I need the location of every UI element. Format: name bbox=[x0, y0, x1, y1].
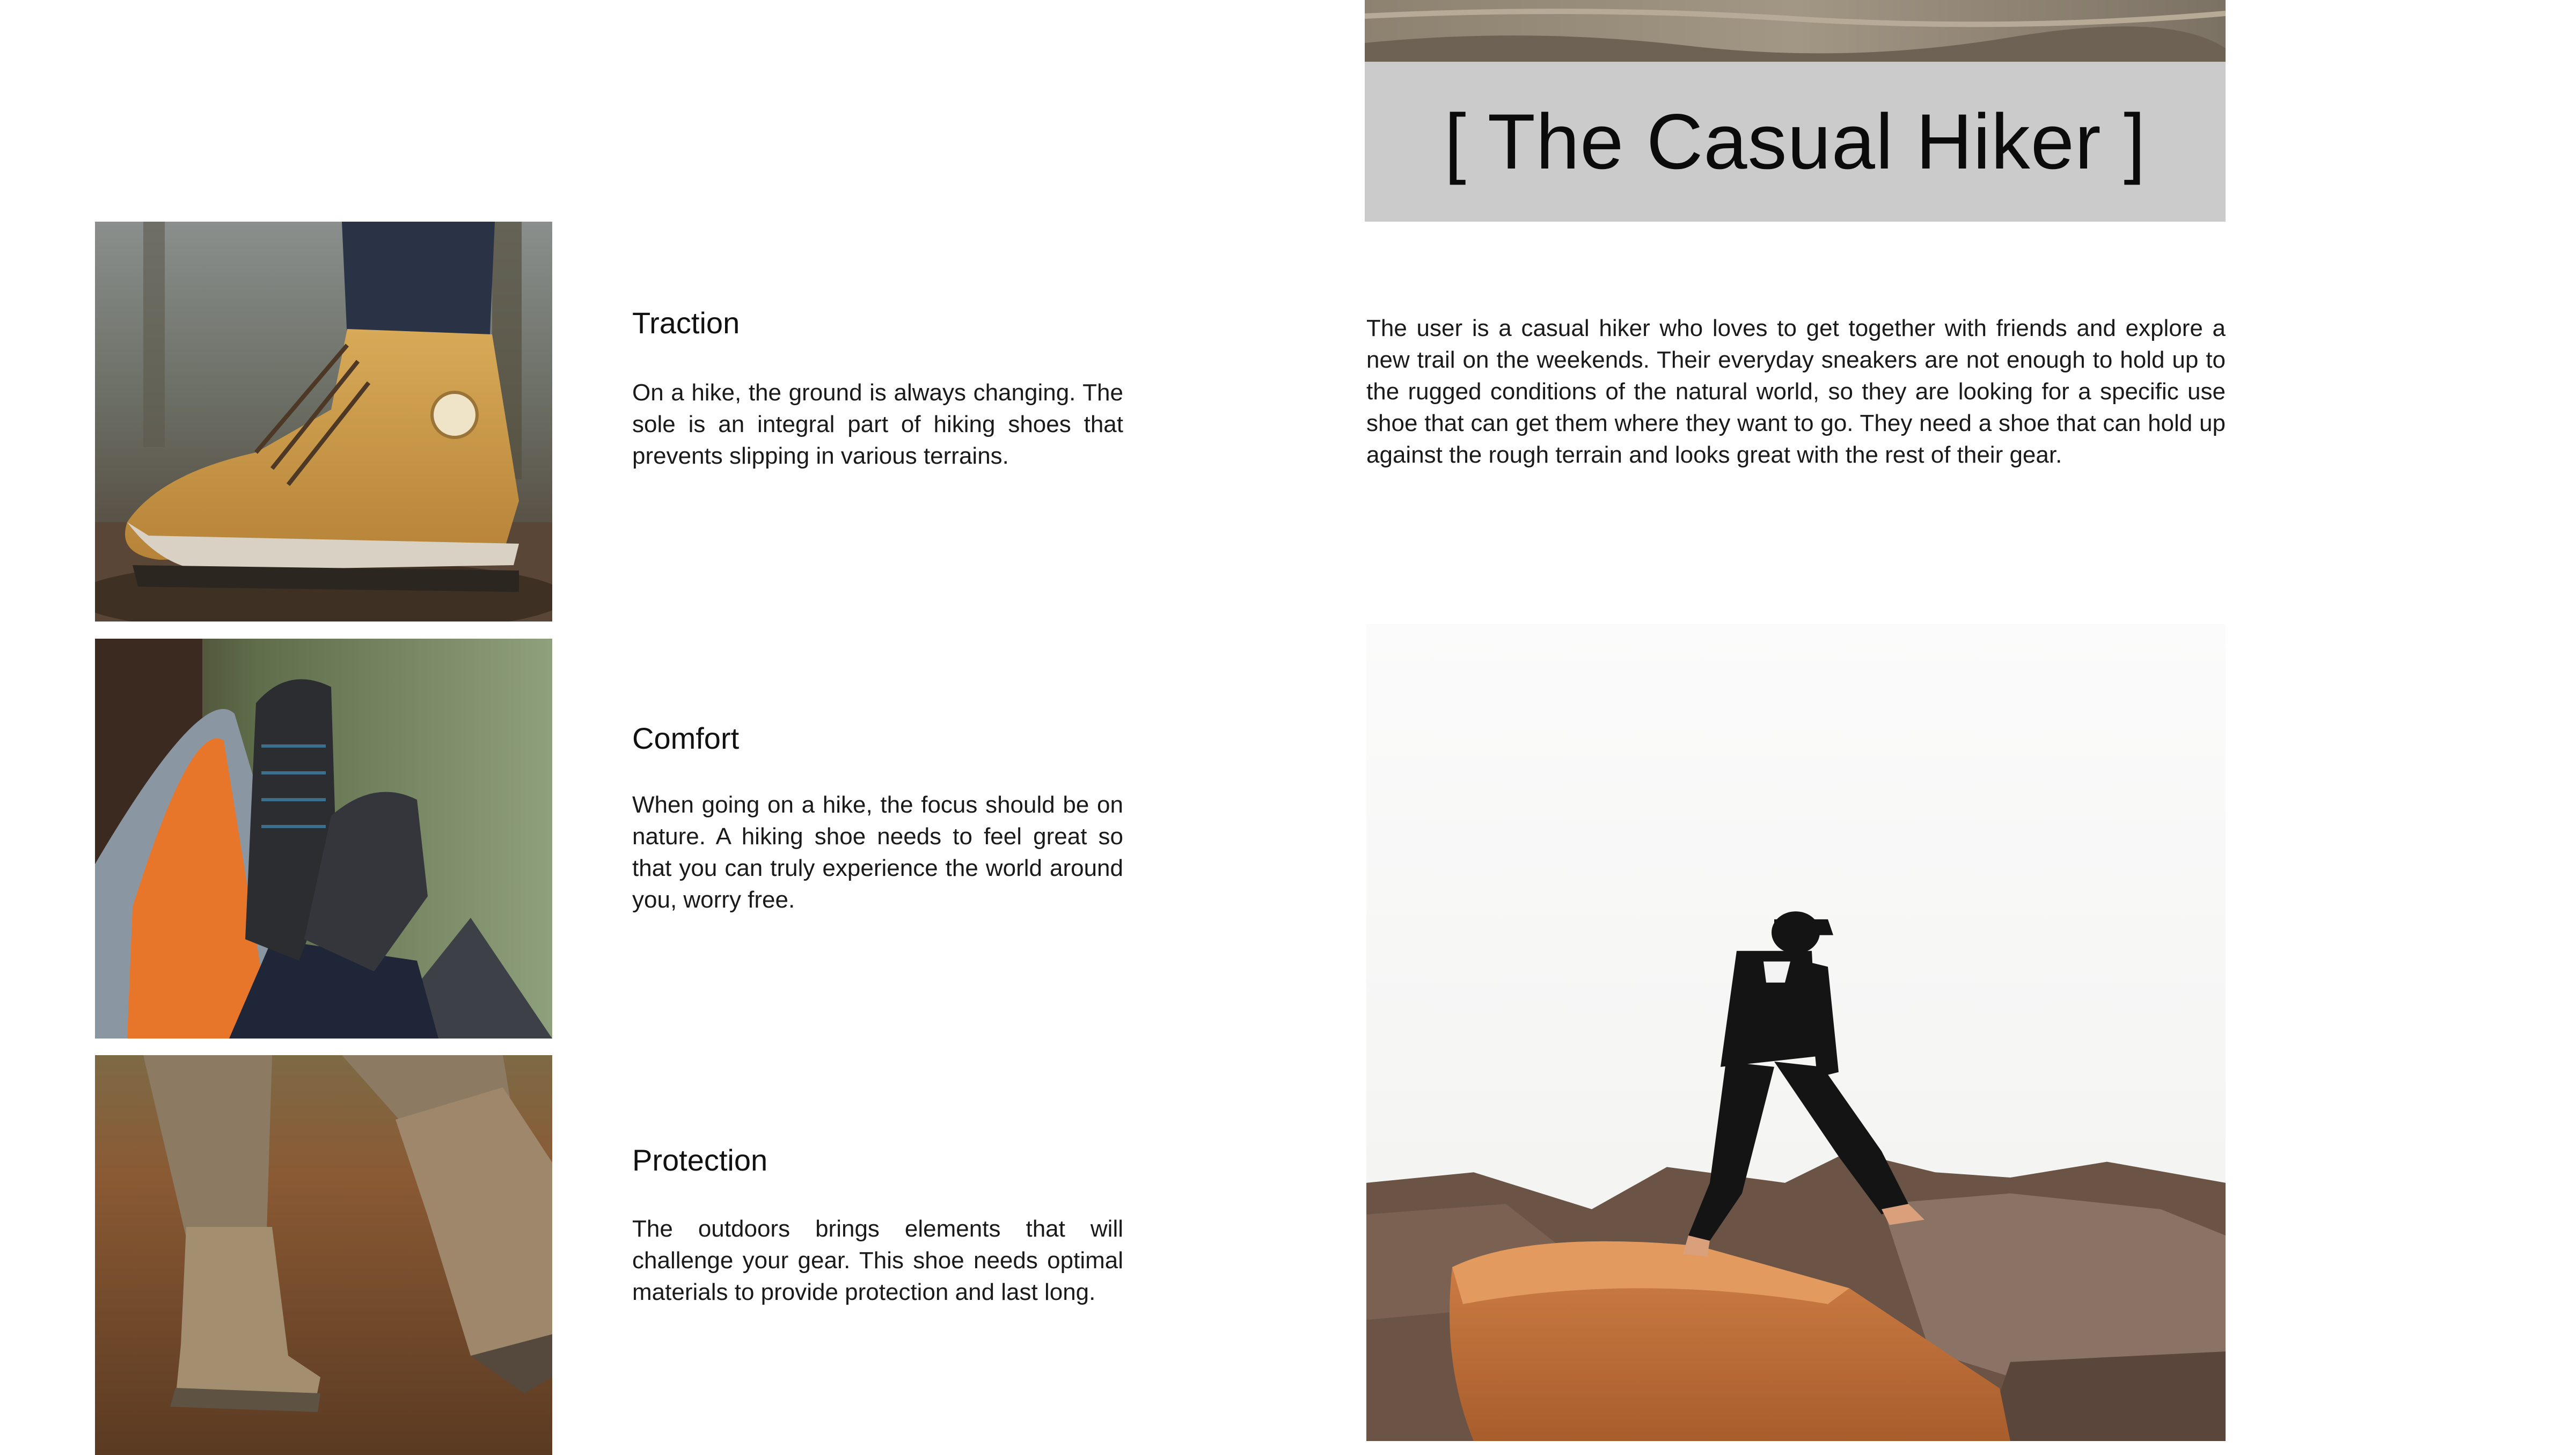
feature-title-comfort: Comfort bbox=[632, 721, 740, 755]
feature-title-traction: Traction bbox=[632, 306, 740, 340]
header-terrain-photo bbox=[1365, 0, 2226, 62]
title-band bbox=[1365, 62, 2226, 222]
comfort-photo bbox=[95, 639, 552, 1039]
page-title: [ The Casual Hiker ] bbox=[1444, 98, 2146, 185]
persona-description: The user is a casual hiker who loves to get together with friends and explore a new trail on the weekends. Their everyday sneakers are not enough to hold up to the rugged conditions of the natural world, so they are looking for a specific use shoe that can get them where they want to go. They need a shoe that can hold up against the rough terrain and looks great with the rest of their gear. bbox=[1366, 315, 2226, 468]
feature-body-comfort: When going on a hike, the focus should be on nature. A hiking shoe needs to feel great so that you can truly experience the world around you, worry free. bbox=[632, 792, 1123, 913]
feature-body-traction: On a hike, the ground is always changing. The sole is an integral part of hiking shoes that prevents slipping in various terrains. bbox=[632, 379, 1123, 469]
protection-photo bbox=[95, 1055, 552, 1455]
hiker-on-rocks-photo bbox=[1366, 624, 2226, 1441]
feature-title-protection: Protection bbox=[632, 1143, 768, 1177]
feature-body-protection: The outdoors brings elements that will challenge your gear. This shoe needs optimal materials to provide protection and last long. bbox=[632, 1216, 1123, 1305]
traction-photo bbox=[95, 222, 552, 622]
